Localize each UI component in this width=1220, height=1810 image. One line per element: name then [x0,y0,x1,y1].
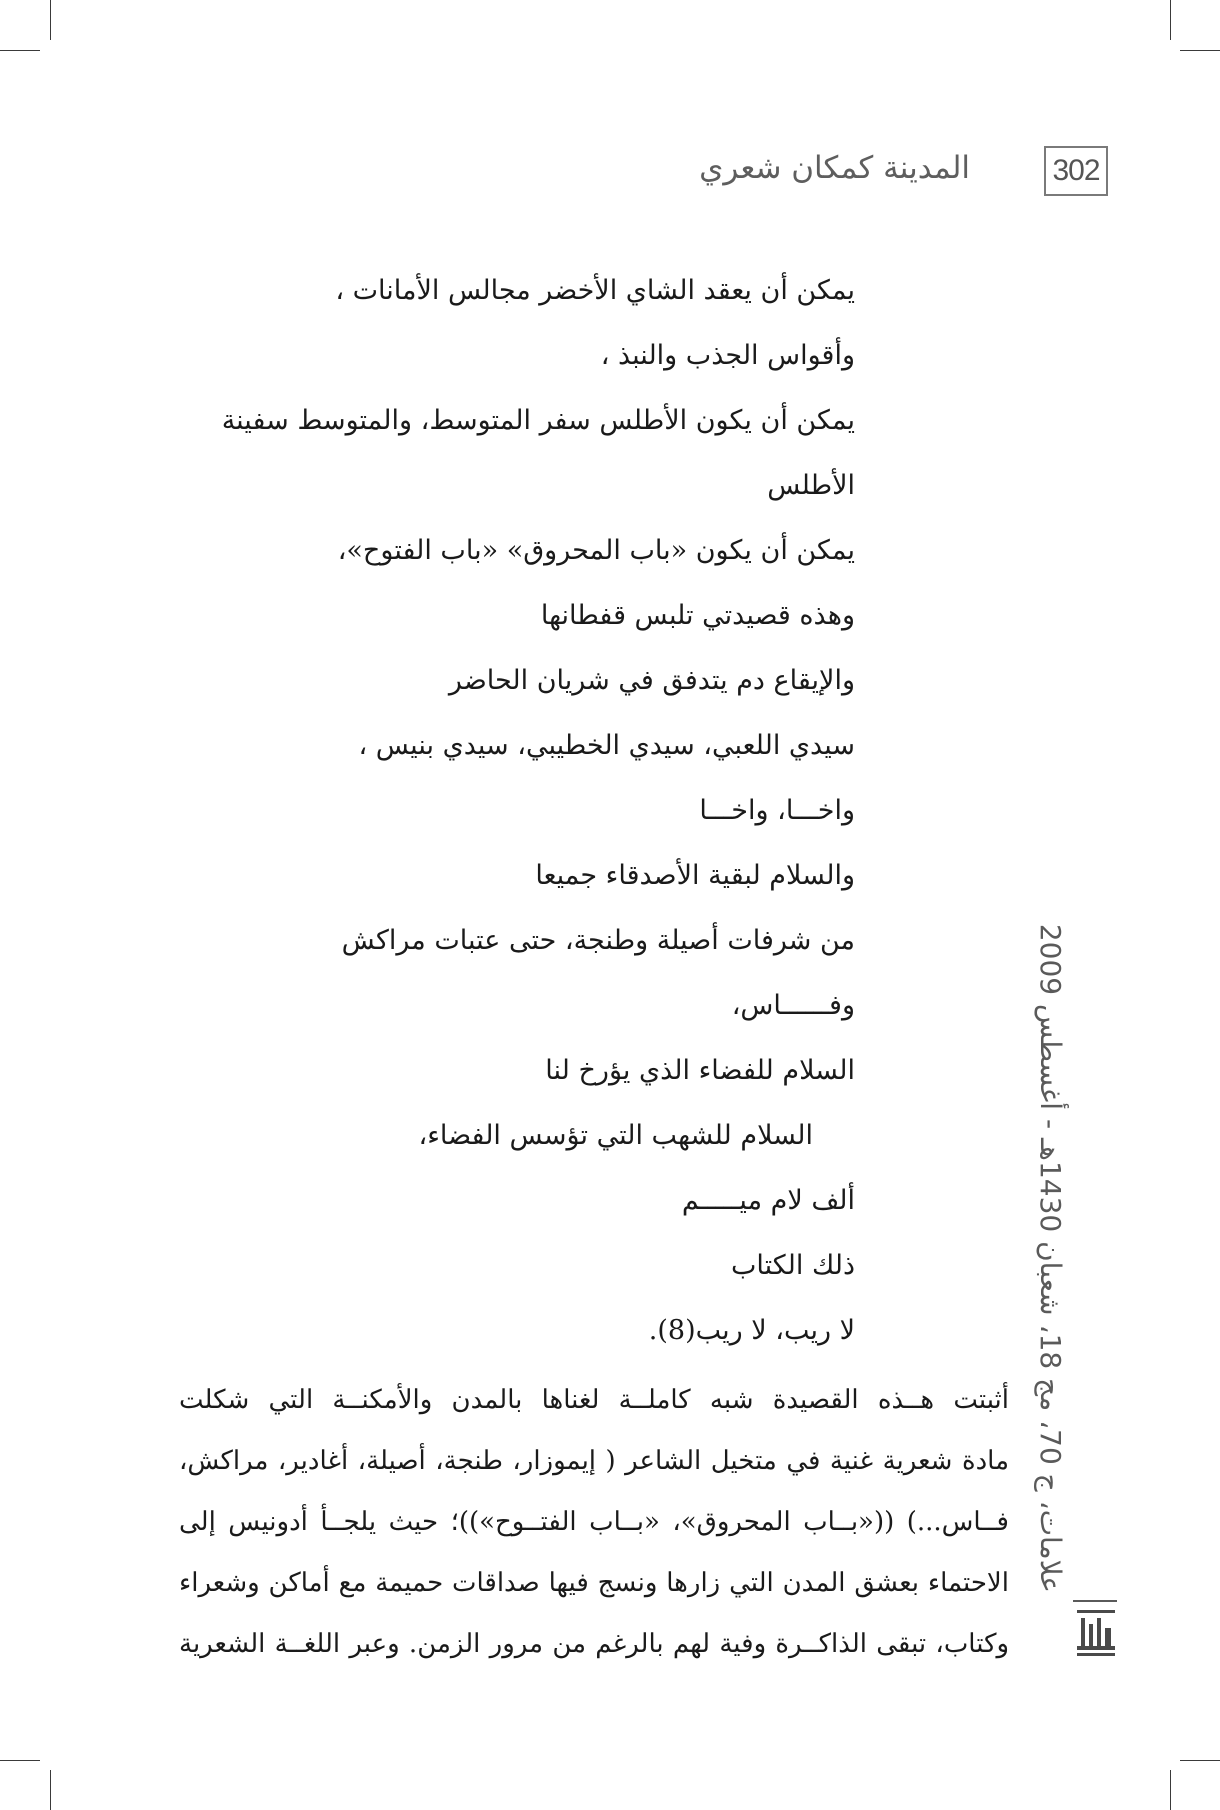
poem-line: يمكن أن يكون «باب المحروق» «باب الفتوح»، [337,535,855,566]
poem-line: والسلام لبقية الأصدقاء جميعا [535,860,855,891]
crop-mark-top-right-v [1170,0,1171,40]
poem-line: الأطلس [767,470,855,501]
paragraph-line: فــاس...) ((«بــاب المحروق»، «بــاب الفتــوح»))؛ حيث يلجــأ أدونيس إلى [179,1507,1009,1537]
poem-line: سيدي اللعبي، سيدي الخطيبي، سيدي بنيس ، [358,730,855,761]
poem-line: وأقواس الجذب والنبذ ، [600,340,855,371]
body-paragraph [179,1370,1009,1675]
poem-line: ذلك الكتاب [730,1250,855,1281]
poem-line: وفــــــاس، [731,990,855,1021]
poem-block [221,258,855,1363]
crop-mark-bottom-right-v [1170,1770,1171,1810]
crop-mark-top-left-h [0,50,40,51]
poem-line: واخـــا، واخـــا [699,795,855,826]
crop-mark-top-right-h [1180,50,1220,51]
poem-line: من شرفات أصيلة وطنجة، حتى عتبات مراكش [341,925,855,956]
poem-line: والإيقاع دم يتدفق في شريان الحاضر [448,665,855,696]
crop-mark-bottom-left-v [50,1770,51,1810]
journal-issue-info: علامات، ج 70، مج 18، شعبان 1430هـ - أغسطس 2009 [1034,923,1067,1593]
poem-line: ألف لام ميـــــم [681,1185,855,1216]
page-number: 302 [1044,146,1108,196]
crop-mark-bottom-right-h [1180,1760,1220,1761]
poem-line: السلام للفضاء الذي يؤرخ لنا [545,1055,855,1086]
journal-logo [1075,1608,1117,1658]
paragraph-line: وكتاب، تبقى الذاكــرة وفية لهم بالرغم من مرور الزمن. وعبر اللغــة الشعرية [179,1629,1009,1659]
journal-logo-mark [1075,1608,1117,1658]
poem-line: يمكن أن يعقد الشاي الأخضر مجالس الأمانات ، [335,275,855,306]
sidebar-rule-top [1073,1600,1117,1602]
poem-line-footnote: لا ريب، لا ريب(8). [648,1315,855,1346]
paragraph-line: مادة شعرية غنية في متخيل الشاعر ( إيموزار، طنجة، أصيلة، أغادير، مراكش، [179,1446,1009,1476]
poem-line: يمكن أن يكون الأطلس سفر المتوسط، والمتوسط سفينة [221,405,855,436]
crop-mark-bottom-left-h [0,1760,40,1761]
poem-line: وهذه قصيدتي تلبس قفطانها [540,600,855,631]
poem-line: السلام للشهب التي تؤسس الفضاء، [418,1120,813,1151]
paragraph-line: الاحتماء بعشق المدن التي زارها ونسج فيها صداقات حميمة مع أماكن وشعراء [179,1568,1009,1598]
running-title: المدينة كمكان شعري [699,150,970,186]
crop-mark-top-left-v [50,0,51,40]
paragraph-line: أثبتت هــذه القصيدة شبه كاملــة لغناها بالمدن والأمكنــة التي شكلت [179,1385,1009,1415]
